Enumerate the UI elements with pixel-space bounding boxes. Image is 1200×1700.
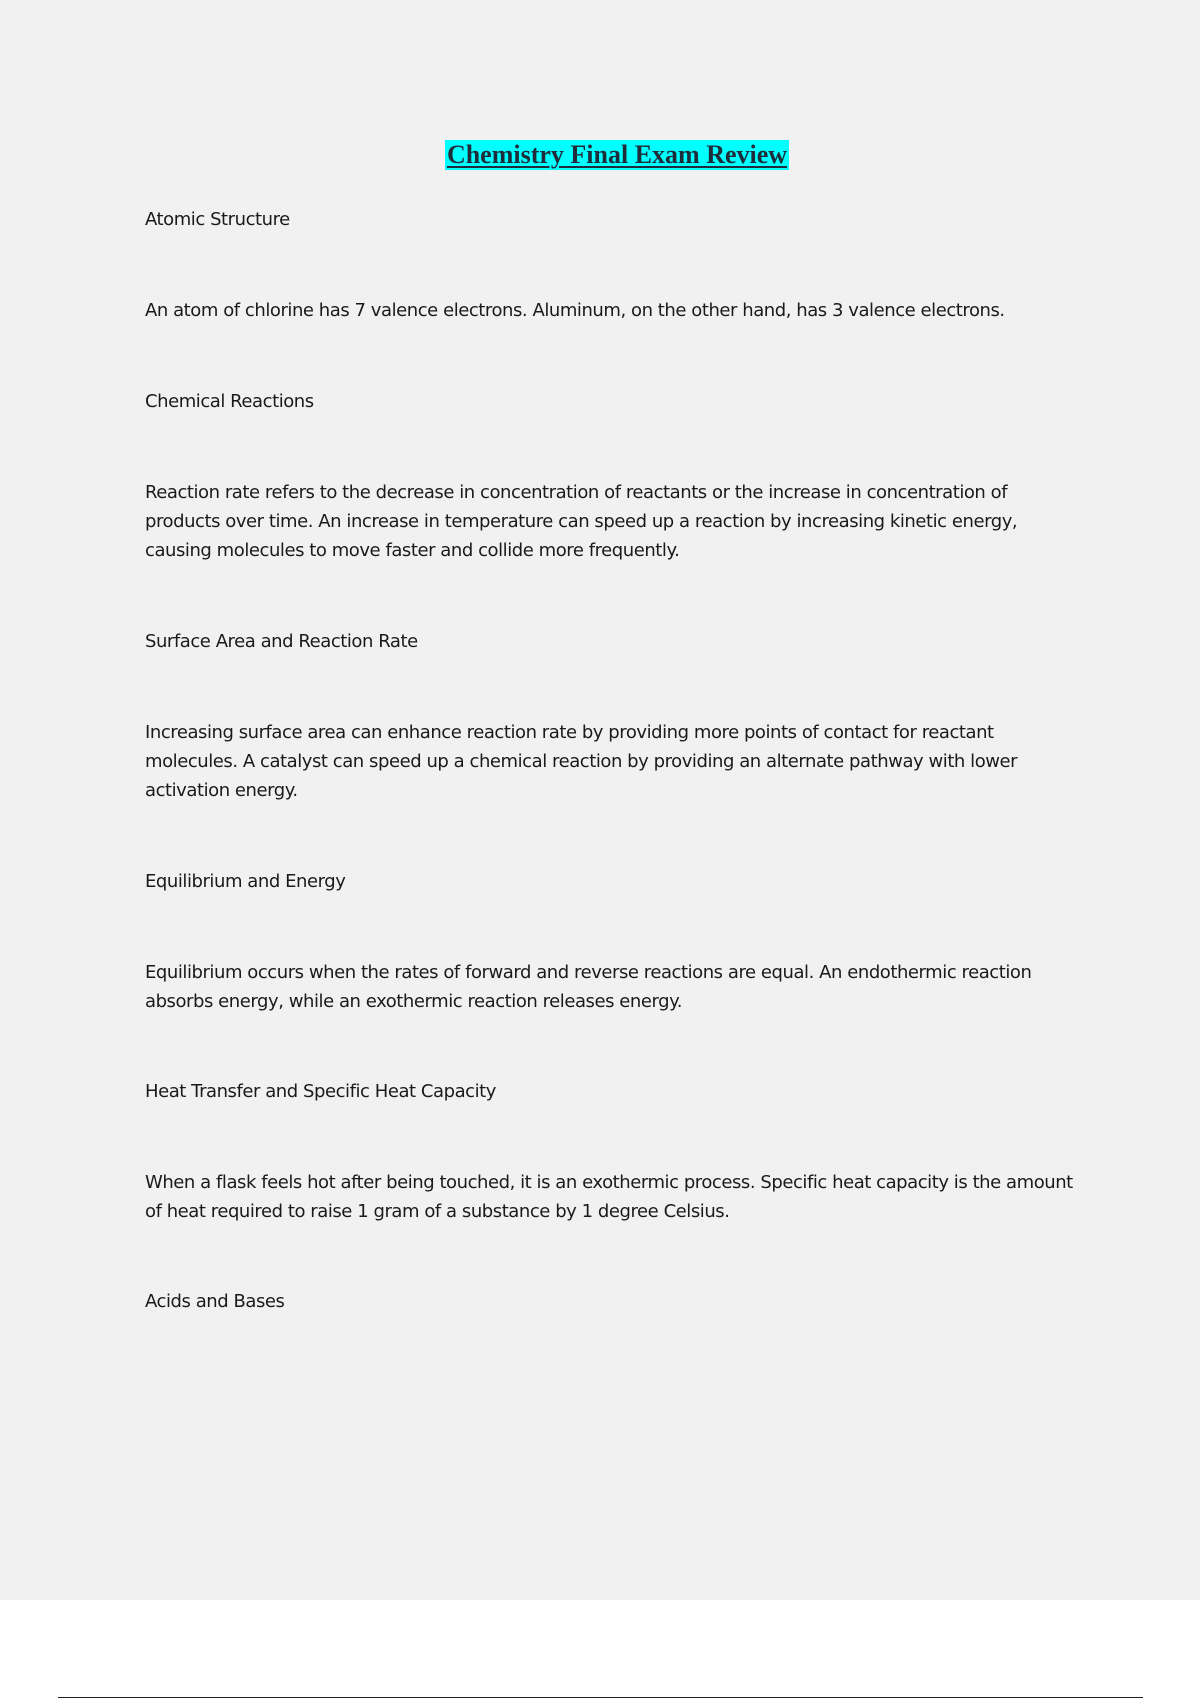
section-heading-equilibrium: Equilibrium and Energy [145, 871, 346, 892]
title-container [0, 140, 1200, 170]
section-text-equilibrium: Equilibrium occurs when the rates of forward and reverse reactions are equal. An endothermic reaction absorbs energy, while an exothermic reaction releases energy. [145, 962, 1032, 1012]
section-text-heat-transfer: When a flask feels hot after being touched, it is an exothermic process. Specific heat capacity is the amount of heat required to raise 1 gram of a substance by 1 degree Celsius. [145, 1172, 1073, 1222]
footer-divider [58, 1697, 1143, 1698]
section-heading-acids-bases: Acids and Bases [145, 1291, 285, 1312]
section-heading-atomic-structure: Atomic Structure [145, 209, 290, 230]
section-heading-surface-area: Surface Area and Reaction Rate [145, 631, 418, 652]
section-heading-heat-transfer: Heat Transfer and Specific Heat Capacity [145, 1081, 496, 1102]
section-heading-chemical-reactions: Chemical Reactions [145, 391, 314, 412]
section-text-surface-area: Increasing surface area can enhance reaction rate by providing more points of contact for reactant molecules. A catalyst can speed up a chemical reaction by providing an alternate pathway with lower activation energy. [145, 722, 1018, 801]
section-text-chemical-reactions: Reaction rate refers to the decrease in concentration of reactants or the increase in concentration of products over time. An increase in temperature can speed up a reaction by increasing kinetic energy, causing molecules to move faster and collide more frequently. [145, 482, 1018, 561]
document-title: Chemistry Final Exam Review [446, 140, 788, 169]
section-text-atomic-structure: An atom of chlorine has 7 valence electrons. Aluminum, on the other hand, has 3 valence electrons. [145, 300, 1005, 321]
